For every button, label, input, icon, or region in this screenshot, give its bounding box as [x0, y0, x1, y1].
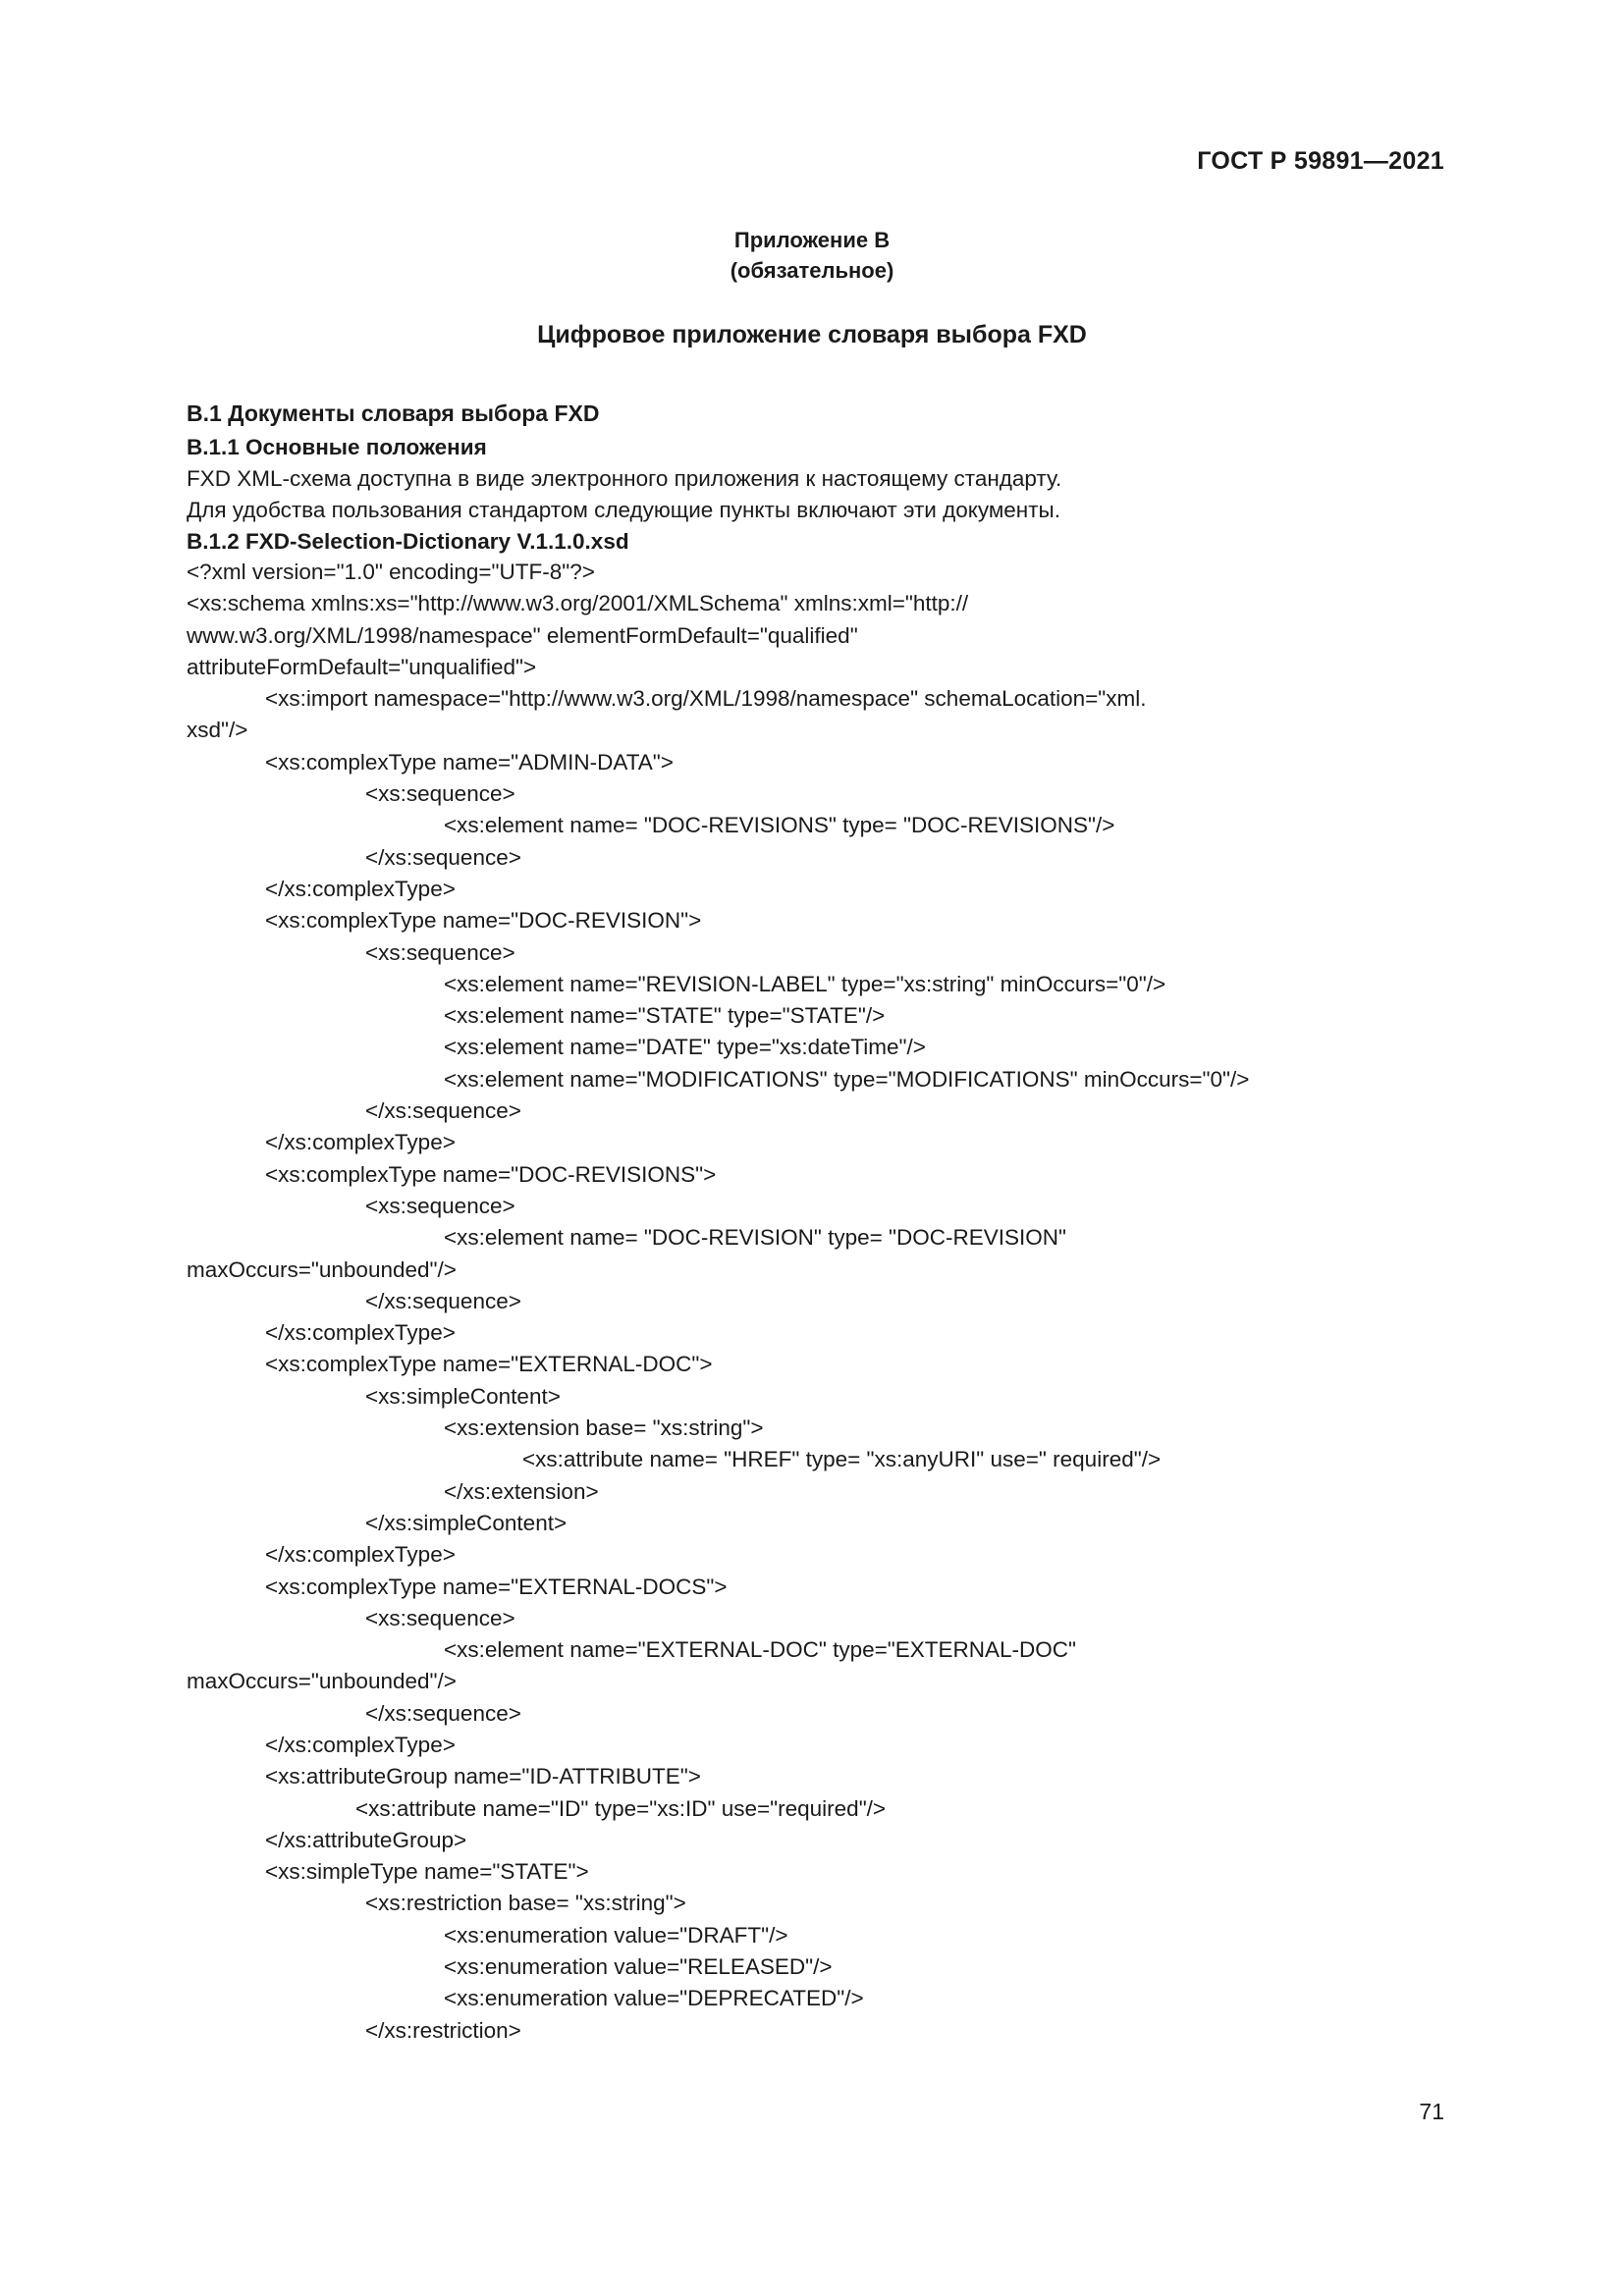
code-line: </xs:attributeGroup>	[265, 1827, 467, 1852]
code-line: <xs:attribute name="ID" type="xs:ID" use="required"/>	[355, 1795, 887, 1821]
code-line: </xs:complexType>	[265, 876, 456, 901]
annex-title: Приложение В	[733, 228, 891, 252]
code-line: <xs:import namespace="http://www.w3.org/XML/1998/namespace" schemaLocation="xml.	[265, 686, 1147, 712]
code-line: </xs:complexType>	[265, 1732, 456, 1757]
code-line: <xs:element name= "DOC-REVISION" type= "DOC-REVISION"	[444, 1225, 1067, 1251]
paragraph: Для удобства пользования стандартом следующие пункты включают эти документы.	[187, 498, 1060, 522]
code-line: <xs:complexType name="DOC-REVISION">	[265, 908, 702, 934]
code-line: <xs:element name="DATE" type="xs:dateTime"/>	[444, 1035, 926, 1060]
code-line: </xs:extension>	[444, 1478, 599, 1504]
code-line: <xs:restriction base= "xs:string">	[365, 1891, 686, 1916]
paragraph: FXD XML-схема доступна в виде электронного приложения к настоящему стандарту.	[187, 466, 1062, 491]
xml-code-listing	[187, 557, 1483, 2047]
code-line: </xs:complexType>	[265, 1542, 456, 1568]
code-line: <xs:complexType name="DOC-REVISIONS">	[265, 1161, 717, 1187]
code-line: <xs:extension base= "xs:string">	[444, 1415, 764, 1441]
body-text	[187, 395, 1463, 558]
code-line: <xs:complexType name="ADMIN-DATA">	[265, 749, 674, 774]
code-line: <xs:sequence>	[365, 1193, 515, 1218]
code-line: </xs:sequence>	[365, 1288, 521, 1313]
code-line: <xs:element name="MODIFICATIONS" type="MODIFICATIONS" minOccurs="0"/>	[444, 1066, 1250, 1092]
code-line: <xs:element name="STATE" type="STATE"/>	[444, 1003, 886, 1029]
code-line: <?xml version="1.0" encoding="UTF-8"?>	[187, 560, 595, 584]
code-line: <xs:attributeGroup name="ID-ATTRIBUTE">	[265, 1764, 701, 1789]
code-line: </xs:restriction>	[365, 2017, 521, 2043]
code-line: <xs:complexType name="EXTERNAL-DOCS">	[265, 1574, 728, 1599]
code-line: <xs:element name="EXTERNAL-DOC" type="EXTERNAL-DOC"	[444, 1637, 1077, 1663]
code-line: <xs:simpleContent>	[365, 1383, 561, 1409]
code-line: <xs:complexType name="EXTERNAL-DOC">	[265, 1352, 713, 1377]
code-line: <xs:element name="REVISION-LABEL" type="xs:string" minOccurs="0"/>	[444, 971, 1166, 996]
code-line: <xs:sequence>	[365, 939, 515, 965]
code-line: </xs:simpleContent>	[365, 1510, 568, 1535]
section-heading-b11: В.1.1 Основные положения	[187, 435, 487, 459]
code-line: <xs:simpleType name="STATE">	[265, 1859, 589, 1885]
code-line: xsd"/>	[187, 718, 248, 743]
code-line: <xs:sequence>	[365, 781, 515, 807]
code-line: <xs:schema xmlns:xs="http://www.w3.org/2001/XMLSchema" xmlns:xml="http://	[187, 591, 969, 616]
code-line: www.w3.org/XML/1998/namespace" elementFormDefault="qualified"	[187, 622, 858, 648]
code-line: <xs:enumeration value="DEPRECATED"/>	[444, 1986, 864, 2011]
code-line: </xs:complexType>	[265, 1320, 456, 1346]
code-line: <xs:element name= "DOC-REVISIONS" type= "DOC-REVISIONS"/>	[444, 813, 1115, 838]
code-line: </xs:sequence>	[365, 1098, 521, 1124]
code-line: </xs:complexType>	[265, 1130, 456, 1155]
code-line: <xs:enumeration value="RELEASED"/>	[444, 1954, 833, 1980]
code-line: attributeFormDefault="unqualified">	[187, 654, 537, 679]
standard-code: ГОСТ Р 59891—2021	[1197, 147, 1444, 175]
section-heading-b12: В.1.2 FXD-Selection-Dictionary V.1.1.0.xsd	[187, 529, 629, 554]
code-line: <xs:sequence>	[365, 1605, 515, 1630]
code-line: </xs:sequence>	[365, 844, 521, 870]
annex-heading: Цифровое приложение словаря выбора FXD	[537, 321, 1087, 348]
section-heading-b1: В.1 Документы словаря выбора FXD	[187, 400, 600, 426]
annex-status: (обязательное)	[730, 258, 894, 283]
code-line: <xs:attribute name= "HREF" type= "xs:anyURI" use=" required"/>	[522, 1447, 1162, 1472]
code-line: <xs:enumeration value="DRAFT"/>	[444, 1922, 788, 1948]
code-line: maxOccurs="unbounded"/>	[187, 1256, 457, 1282]
code-line: </xs:sequence>	[365, 1700, 521, 1726]
code-line: maxOccurs="unbounded"/>	[187, 1669, 457, 1694]
page-number: 71	[1419, 2099, 1444, 2124]
